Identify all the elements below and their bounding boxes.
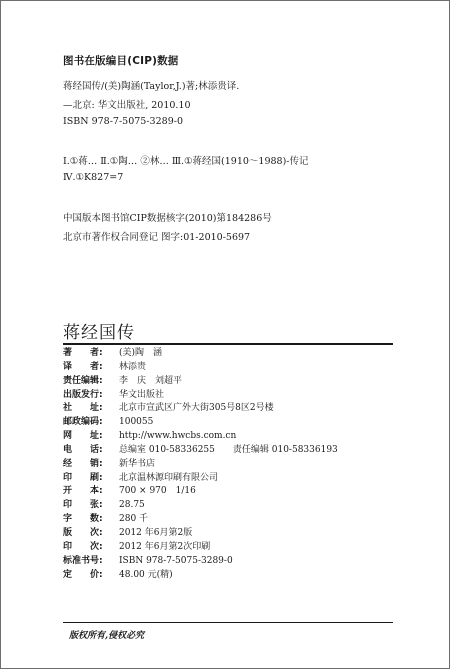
detail-label: 标准书号: [63, 555, 103, 566]
detail-label: 版 次: [63, 527, 103, 538]
copyright-notice: 版权所有,侵权必究 [69, 631, 145, 641]
detail-value: 总编室 010-58336255 责任编辑 010-58336193 [119, 444, 338, 455]
cip-classification-line: Ⅳ.①K827=7 [63, 172, 124, 183]
detail-label: 开 本: [63, 486, 103, 497]
cip-subject-line: Ⅰ.①蒋… Ⅱ.①陶… ②林… Ⅲ.①蒋经国(1910～1988)-传记 [63, 156, 309, 167]
cip-heading: 图书在版编目(CIP)数据 [63, 55, 179, 67]
detail-label: 译 者: [63, 361, 103, 372]
detail-value: ISBN 978-7-5075-3289-0 [119, 555, 233, 566]
detail-value: 48.00 元(精) [119, 569, 173, 580]
detail-value: 北京温林源印刷有限公司 [119, 472, 219, 483]
cip-record-number: 中国版本图书馆CIP数据核字(2010)第184286号 [63, 213, 272, 224]
detail-row-printing [63, 541, 403, 555]
publication-details [63, 347, 403, 582]
detail-row-editors [63, 375, 403, 389]
detail-label: 字 数: [63, 514, 103, 525]
detail-label: 印 刷: [63, 472, 103, 483]
detail-label: 定 价: [63, 569, 103, 580]
detail-row-translator [63, 361, 403, 375]
detail-row-edition [63, 527, 403, 541]
cip-title-line: 蒋经国传/(美)陶涵(Taylor,J.)著;林添贵译. [63, 81, 240, 92]
detail-row-publisher [63, 389, 403, 403]
detail-label: 网 址: [63, 431, 103, 442]
detail-row-price [63, 569, 403, 583]
cip-publisher-line: —北京: 华文出版社, 2010.10 [63, 100, 191, 111]
copyright-registration: 北京市著作权合同登记 图字:01-2010-5697 [63, 232, 251, 243]
detail-label: 印 次: [63, 541, 103, 552]
detail-row-author [63, 347, 403, 361]
detail-value: 700 × 970 1/16 [119, 486, 196, 497]
footer-rule [63, 622, 393, 623]
detail-row-sheets [63, 499, 403, 513]
detail-label: 出版发行: [63, 389, 103, 400]
detail-value: 北京市宣武区广外大街305号8区2号楼 [119, 403, 274, 414]
detail-value: 林添贵 [119, 361, 147, 372]
detail-label: 责任编辑: [63, 375, 103, 386]
detail-row-distributor [63, 458, 403, 472]
detail-row-printer [63, 472, 403, 486]
detail-value: 2012 年6月第2版 [119, 527, 193, 538]
detail-row-postcode [63, 416, 403, 430]
detail-row-phone [63, 444, 403, 458]
detail-value: 280 千 [119, 514, 149, 525]
detail-row-address [63, 402, 403, 416]
detail-row-website [63, 430, 403, 444]
detail-row-wordcount [63, 513, 403, 527]
detail-label: 社 址: [63, 403, 103, 414]
detail-row-isbn [63, 555, 403, 569]
book-title: 蒋经国传 [63, 323, 135, 343]
detail-label: 电 话: [63, 444, 103, 455]
detail-value: 华文出版社 [119, 389, 165, 400]
detail-value: 28.75 [119, 500, 145, 511]
detail-value: 李 庆 刘超平 [119, 375, 183, 386]
detail-value: http://www.hwcbs.com.cn [119, 431, 237, 442]
detail-value: 100055 [119, 417, 154, 428]
detail-label: 经 销: [63, 458, 103, 469]
title-rule [63, 343, 393, 345]
detail-label: 印 张: [63, 500, 103, 511]
detail-value: 2012 年6月第2次印刷 [119, 541, 211, 552]
detail-label: 著 者: [63, 348, 103, 358]
detail-value: (美)陶 涵 [119, 348, 163, 358]
detail-value: 新华书店 [119, 458, 156, 469]
cip-isbn-line: ISBN 978-7-5075-3289-0 [63, 116, 183, 127]
detail-label: 邮政编码: [63, 417, 103, 428]
detail-row-format [63, 485, 403, 499]
